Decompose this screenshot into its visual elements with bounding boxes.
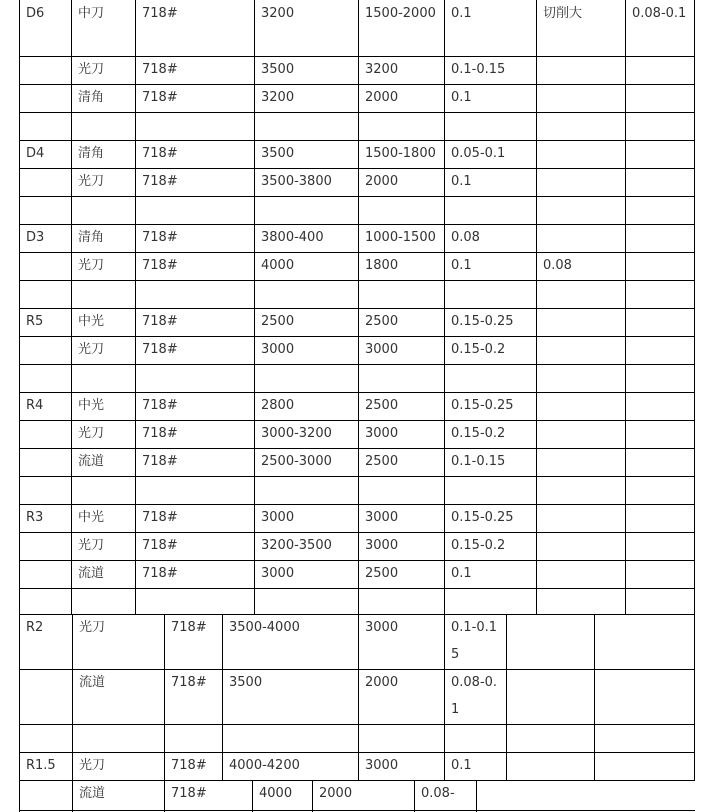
- table-cell-material: 718#: [142, 426, 178, 441]
- table-cell-depth: 0.1: [451, 174, 472, 189]
- row-divider: [19, 280, 695, 281]
- row-divider: [19, 532, 695, 533]
- table-cell-depth: 0.15-0.2: [451, 342, 506, 357]
- table-cell-process: 光刀: [79, 620, 106, 635]
- table-cell-material: 718#: [142, 342, 178, 357]
- row-divider: [19, 308, 695, 309]
- table-cell-process: 光刀: [78, 174, 105, 189]
- table-cell-material: 718#: [142, 146, 178, 161]
- column-divider: [71, 0, 72, 614]
- row-divider: [19, 392, 695, 393]
- column-divider: [164, 780, 165, 812]
- column-divider: [19, 614, 20, 780]
- table-cell-material: 718#: [142, 90, 178, 105]
- table-cell-depth: 0.15-0.25: [451, 398, 514, 413]
- table-cell-depth: 0.1: [451, 566, 472, 581]
- row-divider: [19, 84, 695, 85]
- table-cell-speed: 3200-3500: [261, 538, 332, 553]
- table-cell-material: 718#: [142, 258, 178, 273]
- row-divider: [19, 224, 695, 225]
- table-cell-depth: 0.1: [451, 6, 472, 21]
- table-cell-speed: 3000: [261, 510, 295, 525]
- table-cell-speed: 2500-3000: [261, 454, 332, 469]
- column-divider: [476, 780, 477, 812]
- table-cell-material: 718#: [142, 566, 178, 581]
- row-divider: [19, 112, 695, 113]
- table-cell-tool: D4: [26, 146, 45, 161]
- row-divider: [19, 56, 695, 57]
- column-divider: [506, 614, 507, 780]
- table-cell-extra: 0.08-0.1: [632, 6, 687, 21]
- table-cell-speed: 3000: [261, 342, 295, 357]
- table-cell-tool: R3: [26, 510, 44, 525]
- column-divider: [19, 0, 20, 614]
- table-cell-feed: 1500-2000: [365, 6, 436, 21]
- table-cell-tool: R2: [26, 620, 44, 635]
- table-cell-process: 清角: [78, 146, 105, 161]
- row-divider: [19, 336, 695, 337]
- table-cell-material: 718#: [142, 174, 178, 189]
- table-cell-speed: 4000: [259, 786, 293, 801]
- table-cell-speed: 2500: [261, 314, 295, 329]
- table-cell-material: 718#: [142, 398, 178, 413]
- table-cell-tool: R5: [26, 314, 44, 329]
- table-cell-depth: 0.1-0.15: [451, 62, 506, 77]
- row-divider: [19, 420, 695, 421]
- table-cell-process: 光刀: [78, 62, 105, 77]
- table-cell-process: 中光: [78, 398, 105, 413]
- table-cell-speed: 4000: [261, 258, 295, 273]
- table-cell-process: 流道: [78, 454, 105, 469]
- column-divider: [694, 614, 695, 780]
- row-divider: [19, 252, 695, 253]
- table-cell-speed: 3000: [261, 566, 295, 581]
- table-cell-speed: 3000-3200: [261, 426, 332, 441]
- row-divider: [19, 364, 695, 365]
- row-divider: [19, 504, 695, 505]
- table-cell-tool: D3: [26, 230, 45, 245]
- table-cell-feed: 2000: [365, 90, 399, 105]
- table-cell-speed: 3800-400: [261, 230, 324, 245]
- table-cell-speed: 3500-4000: [229, 620, 300, 635]
- table-cell-process: 清角: [78, 90, 105, 105]
- table-cell-note: 切削大: [543, 6, 583, 21]
- table-cell-speed: 4000-4200: [229, 758, 300, 773]
- table-cell-material: 718#: [142, 510, 178, 525]
- table-cell-material: 718#: [142, 62, 178, 77]
- table-cell-feed: 2000: [365, 174, 399, 189]
- table-cell-process: 光刀: [78, 538, 105, 553]
- row-divider: [19, 476, 695, 477]
- table-cell-material: 718#: [142, 454, 178, 469]
- column-divider: [312, 780, 313, 812]
- row-divider: [19, 196, 695, 197]
- table-cell-tool: R1.5: [26, 758, 56, 773]
- table-cell-speed: 3500: [261, 146, 295, 161]
- table-cell-material: 718#: [142, 538, 178, 553]
- table-cell-feed: 2500: [365, 314, 399, 329]
- table-cell-depth: 0.15-0.25: [451, 510, 514, 525]
- table-cell-process: 光刀: [78, 258, 105, 273]
- table-cell-feed: 3000: [365, 758, 399, 773]
- column-divider: [252, 780, 253, 812]
- table-cell-feed: 3000: [365, 342, 399, 357]
- column-divider: [222, 614, 223, 780]
- column-divider: [72, 780, 73, 812]
- table-cell-depth: 0.1-0.15: [451, 620, 498, 662]
- table-cell-process: 中光: [78, 510, 105, 525]
- column-divider: [414, 780, 415, 812]
- table-cell-material: 718#: [142, 314, 178, 329]
- row-divider: [19, 588, 695, 589]
- row-divider: [19, 168, 695, 169]
- table-cell-feed: 3000: [365, 620, 399, 635]
- table-cell-speed: 3500: [261, 62, 295, 77]
- table-cell-speed: 3200: [261, 6, 295, 21]
- column-divider: [72, 614, 73, 780]
- row-divider: [19, 810, 695, 811]
- table-cell-feed: 2000: [365, 675, 399, 690]
- table-cell-feed: 1800: [365, 258, 399, 273]
- table-cell-depth: 0.1-0.15: [451, 454, 506, 469]
- column-divider: [594, 614, 595, 780]
- table-cell-material: 718#: [171, 620, 207, 635]
- row-divider: [19, 560, 695, 561]
- table-cell-material: 718#: [171, 758, 207, 773]
- table-cell-feed: 3000: [365, 510, 399, 525]
- table-cell-process: 光刀: [79, 758, 106, 773]
- column-divider: [694, 0, 695, 614]
- column-divider: [358, 0, 359, 614]
- table-cell-process: 光刀: [78, 426, 105, 441]
- column-divider: [164, 614, 165, 780]
- column-divider: [625, 0, 626, 614]
- table-cell-depth: 0.05-0.1: [451, 146, 506, 161]
- table-cell-process: 流道: [79, 675, 106, 690]
- table-cell-note: 0.08: [543, 258, 572, 273]
- table-cell-depth: 0.15-0.2: [451, 538, 506, 553]
- row-divider: [19, 780, 695, 781]
- table-cell-material: 718#: [171, 675, 207, 690]
- table-cell-feed: 2500: [365, 566, 399, 581]
- table-cell-feed: 2500: [365, 398, 399, 413]
- table-cell-depth: 0.15-0.25: [451, 314, 514, 329]
- column-divider: [135, 0, 136, 614]
- table-cell-depth: 0.1: [451, 90, 472, 105]
- table-cell-tool: R4: [26, 398, 44, 413]
- table-cell-feed: 3000: [365, 426, 399, 441]
- table-cell-speed: 3500: [229, 675, 263, 690]
- table-cell-feed: 1500-1800: [365, 146, 436, 161]
- table-cell-speed: 3200: [261, 90, 295, 105]
- table-cell-material: 718#: [171, 786, 207, 801]
- table-cell-process: 清角: [78, 230, 105, 245]
- table-cell-depth: 0.15-0.2: [451, 426, 506, 441]
- table-cell-feed: 3000: [365, 538, 399, 553]
- table-cell-depth: 0.08: [451, 230, 480, 245]
- column-divider: [444, 0, 445, 614]
- table-cell-tool: D6: [26, 6, 45, 21]
- table-cell-process: 中刀: [78, 6, 105, 21]
- table-cell-speed: 3500-3800: [261, 174, 332, 189]
- table-cell-process: 光刀: [78, 342, 105, 357]
- column-divider: [536, 0, 537, 614]
- column-divider: [254, 0, 255, 614]
- table-cell-material: 718#: [142, 6, 178, 21]
- table-cell-depth: 0.1: [451, 758, 472, 773]
- table-cell-speed: 2800: [261, 398, 295, 413]
- table-cell-depth: 0.08-: [421, 786, 455, 801]
- column-divider: [19, 780, 20, 812]
- table-cell-material: 718#: [142, 230, 178, 245]
- table-cell-process: 流道: [78, 566, 105, 581]
- row-divider: [19, 448, 695, 449]
- table-cell-process: 中光: [78, 314, 105, 329]
- table-cell-process: 流道: [79, 786, 106, 801]
- table-cell-feed: 2000: [319, 786, 353, 801]
- table-cell-feed: 2500: [365, 454, 399, 469]
- column-divider: [358, 614, 359, 780]
- table-cell-depth: 0.1: [451, 258, 472, 273]
- table-cell-feed: 3200: [365, 62, 399, 77]
- column-divider: [444, 614, 445, 780]
- table-cell-feed: 1000-1500: [365, 230, 436, 245]
- row-divider: [19, 140, 695, 141]
- table-cell-depth: 0.08-0.1: [451, 675, 498, 717]
